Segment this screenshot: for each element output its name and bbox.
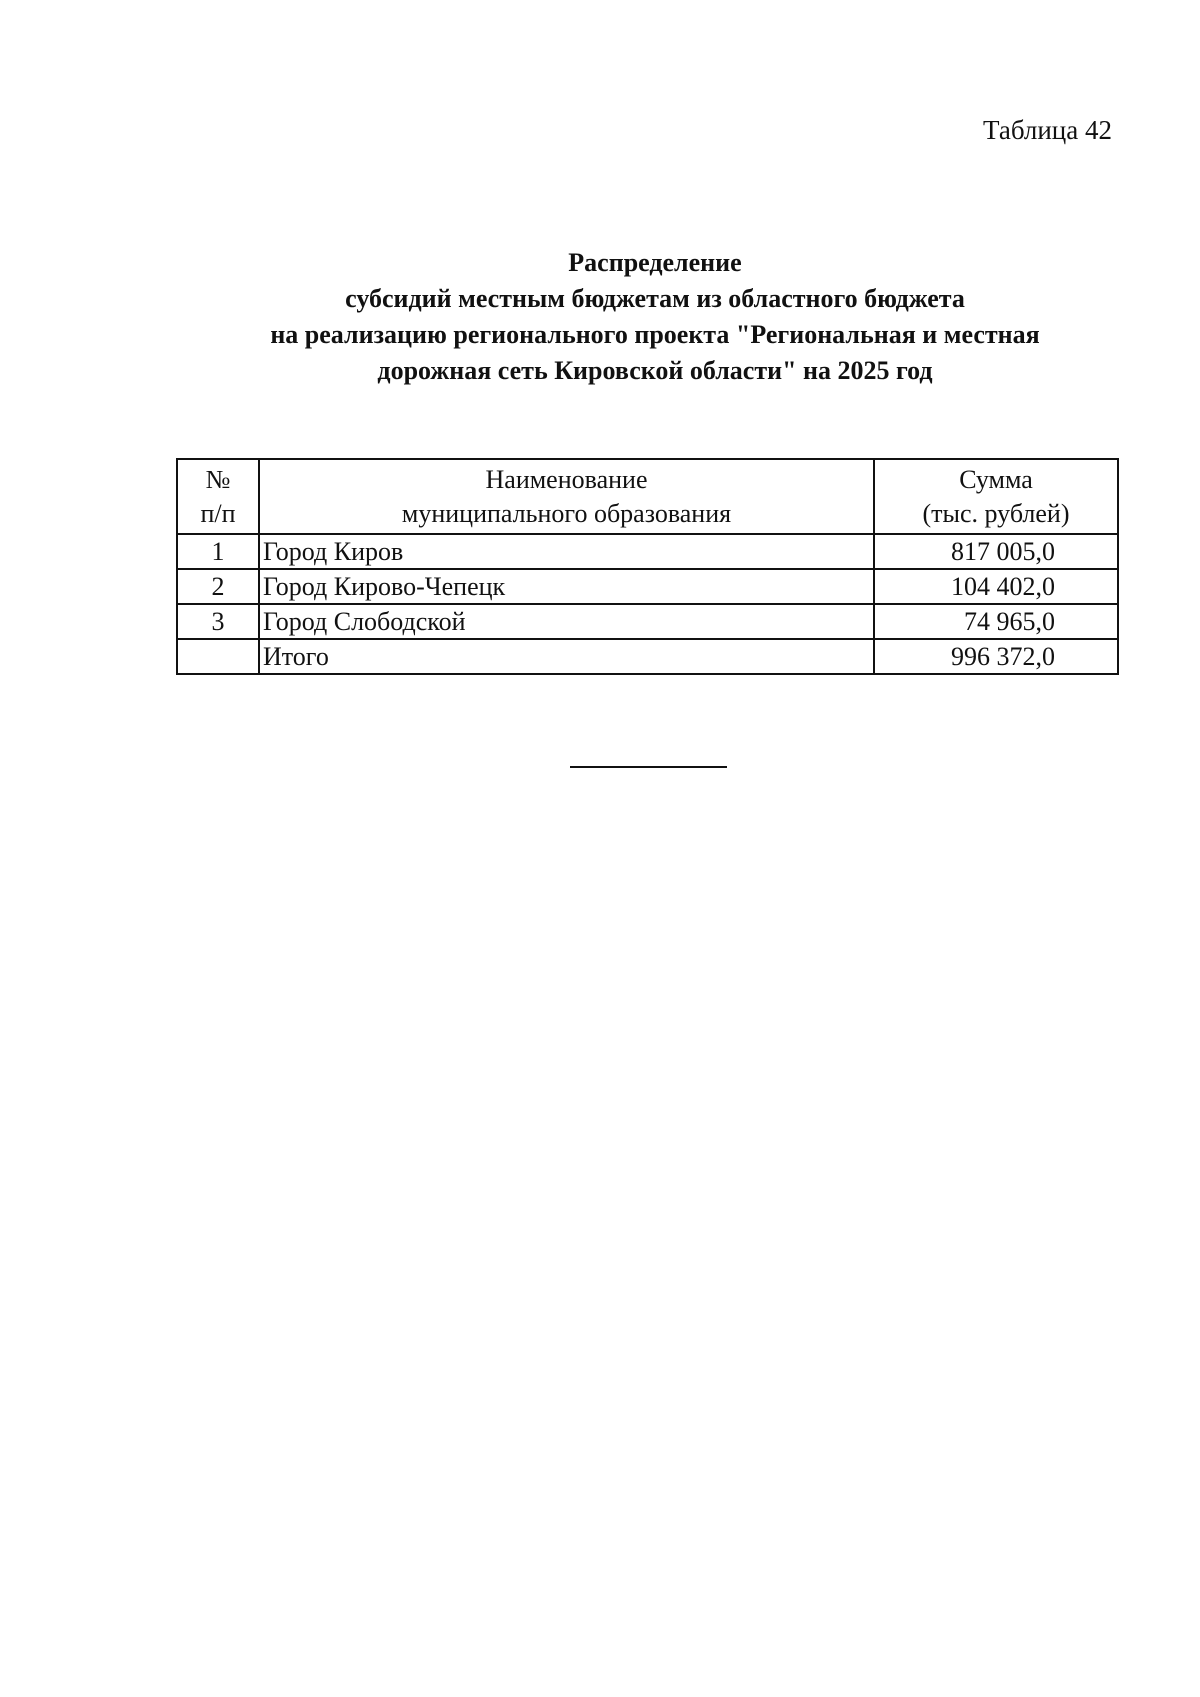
total-number xyxy=(177,639,259,674)
row-municipality: Город Кирово-Чепецк xyxy=(259,569,874,604)
row-amount: 817 005,0 xyxy=(874,534,1118,569)
row-amount: 104 402,0 xyxy=(874,569,1118,604)
header-amount-line: Сумма xyxy=(959,464,1033,494)
header-municipality-line: муниципального образования xyxy=(401,498,732,528)
title-line: дорожная сеть Кировской области" на 2025 год xyxy=(377,356,933,385)
title-line: Распределение xyxy=(568,248,742,277)
total-label: Итого xyxy=(259,639,874,674)
header-municipality xyxy=(259,459,874,534)
end-of-document-rule xyxy=(570,766,727,768)
total-row xyxy=(177,639,1118,674)
subsidy-distribution-table xyxy=(176,458,1119,675)
table-row xyxy=(177,569,1118,604)
header-amount-line: (тыс. рублей) xyxy=(922,498,1070,528)
header-number xyxy=(177,459,259,534)
header-municipality-line: Наименование xyxy=(485,464,648,494)
row-amount: 74 965,0 xyxy=(874,604,1118,639)
table-header-row xyxy=(177,459,1118,534)
title-line: субсидий местным бюджетам из областного бюджета xyxy=(345,284,965,313)
row-municipality: Город Киров xyxy=(259,534,874,569)
table-row xyxy=(177,534,1118,569)
document-title xyxy=(150,245,1160,389)
row-number: 1 xyxy=(177,534,259,569)
header-number-line: № xyxy=(205,464,231,494)
header-number-line: п/п xyxy=(200,498,236,528)
title-line: на реализацию регионального проекта "Региональная и местная xyxy=(270,320,1040,349)
header-amount xyxy=(874,459,1118,534)
total-amount: 996 372,0 xyxy=(874,639,1118,674)
row-number: 3 xyxy=(177,604,259,639)
table-number-label: Таблица 42 xyxy=(983,115,1112,145)
table-row xyxy=(177,604,1118,639)
row-municipality: Город Слободской xyxy=(259,604,874,639)
row-number: 2 xyxy=(177,569,259,604)
